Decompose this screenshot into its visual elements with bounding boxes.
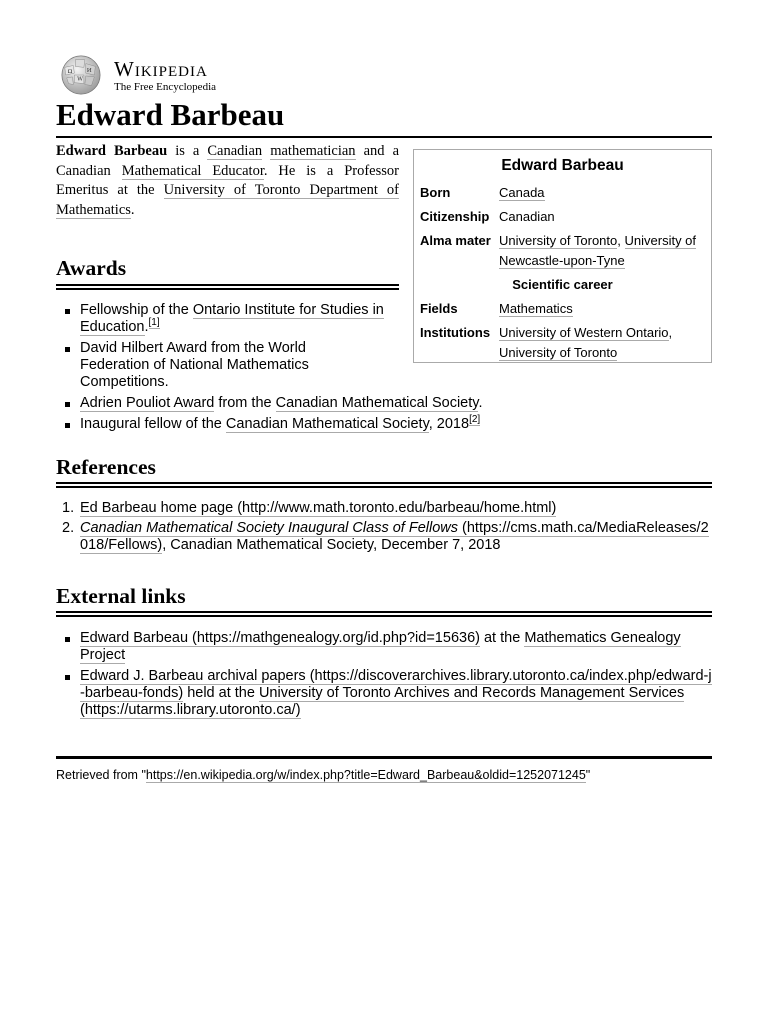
- infobox-row-alma-mater: [420, 229, 705, 273]
- external-links-list: [56, 630, 712, 723]
- lead-text: [262, 143, 270, 159]
- reference-url: (https://cms.math.ca/MediaReleases/2018/Fellows): [80, 520, 709, 553]
- svg-text:И: И: [86, 68, 92, 75]
- link-archival-papers[interactable]: Edward J. Barbeau archival papers (https://discoverarchives.library.utoronto.ca/index.php/edward-j-barbeau-fonds): [80, 668, 712, 701]
- link-math-genealogy-record[interactable]: Edward Barbeau (https://mathgenealogy.org/id.php?id=15636): [80, 630, 480, 646]
- reference-number: 2.: [62, 520, 75, 536]
- section-rule: [56, 611, 712, 617]
- list-item: [56, 395, 526, 412]
- infobox-label: Fields: [420, 301, 458, 316]
- footer-rule: [56, 756, 712, 759]
- infobox-value: Canadian: [499, 209, 555, 224]
- lead-subject: Edward Barbeau: [56, 143, 168, 159]
- wikipedia-logo[interactable]: [56, 54, 216, 96]
- link-inst-uwo[interactable]: University of Western Ontario: [499, 325, 669, 340]
- reference-number: 1.: [62, 500, 75, 516]
- separator: ,: [668, 325, 673, 340]
- list-item: [56, 630, 712, 664]
- infobox-row-career-header: [420, 273, 705, 297]
- citation-link[interactable]: [2]: [469, 414, 481, 426]
- link-oise[interactable]: Ontario Institute for Studies in Education: [80, 302, 384, 335]
- link-mathematician[interactable]: mathematician: [270, 143, 356, 159]
- list-item-text: held at the: [183, 685, 259, 701]
- list-item-text: .: [144, 319, 149, 335]
- link-permanent-url[interactable]: https://en.wikipedia.org/w/index.php?title=Edward_Barbeau&oldid=1252071245: [145, 768, 586, 782]
- list-item: [56, 302, 396, 336]
- link-inst-uoft[interactable]: University of Toronto: [499, 345, 618, 360]
- infobox-label: Citizenship: [420, 209, 490, 224]
- link-born-canada[interactable]: Canada: [499, 185, 545, 200]
- reference-text: , Canadian Mathematical Society, December 7, 2018: [162, 537, 501, 553]
- separator: ,: [617, 233, 625, 248]
- infobox-section-header: Scientific career: [512, 277, 613, 292]
- footer-text: Retrieved from ": [56, 768, 146, 782]
- list-item-text: Inaugural fellow of the: [80, 416, 226, 432]
- lead-text: .: [130, 201, 135, 218]
- site-name: Wikipedia: [114, 56, 208, 81]
- infobox-value: [499, 181, 705, 205]
- list-item-text: from the: [214, 395, 276, 411]
- list-item: [56, 416, 526, 433]
- lead-text: is a: [167, 143, 208, 159]
- section-rule: [56, 482, 712, 488]
- list-item-text: , 2018: [428, 416, 470, 432]
- link-canadian[interactable]: Canadian: [207, 143, 263, 159]
- link-alma-newcastle[interactable]: University of Newcastle-upon-Tyne: [499, 233, 697, 268]
- link-mathematical-educator[interactable]: Mathematical Educator: [121, 162, 264, 179]
- site-tagline: The Free Encyclopedia: [114, 80, 217, 93]
- citation-link[interactable]: [1]: [148, 317, 160, 329]
- link-uoft-math-dept[interactable]: University of Toronto Department of Mathematics: [56, 182, 399, 218]
- section-heading-awards: Awards: [56, 256, 127, 280]
- list-item: David Hilbert Award from the World Federation of National Mathematics Competitions.: [56, 340, 346, 391]
- retrieved-from-footer: [56, 767, 590, 783]
- infobox-label: Alma mater: [420, 233, 491, 248]
- list-item-text: .: [478, 395, 483, 411]
- svg-text:W: W: [77, 76, 84, 83]
- link-math-genealogy-project[interactable]: Mathematics Genealogy Project: [80, 630, 681, 663]
- lead-text: . He is a Professor Emeritus at the: [56, 162, 399, 198]
- infobox-value: [499, 321, 705, 365]
- reference-item: [56, 500, 712, 517]
- lead-text: and a Canadian: [56, 143, 400, 179]
- infobox-label: Institutions: [420, 325, 491, 340]
- wikipedia-wordmark: [114, 58, 216, 93]
- section-rule: [56, 284, 399, 290]
- list-item: [56, 668, 712, 719]
- page-title: Edward Barbeau: [56, 96, 712, 138]
- section-heading-external-links: External links: [56, 584, 186, 608]
- infobox-title: Edward Barbeau: [501, 157, 624, 174]
- link-cms[interactable]: Canadian Mathematical Society: [275, 395, 479, 411]
- infobox-row-citizenship: [420, 205, 705, 229]
- link-alma-uoft[interactable]: University of Toronto: [499, 233, 618, 248]
- svg-text:Ω: Ω: [67, 69, 73, 76]
- infobox-label: Born: [420, 185, 451, 200]
- link-adrien-pouliot-award[interactable]: Adrien Pouliot Award: [80, 395, 215, 411]
- wikipedia-globe-icon: [56, 54, 106, 96]
- link-fields-mathematics[interactable]: Mathematics: [499, 301, 573, 316]
- reference-title: Canadian Mathematical Society Inaugural Class of Fellows: [80, 520, 458, 536]
- link-barbeau-home-page[interactable]: Ed Barbeau home page (http://www.math.toronto.edu/barbeau/home.html): [80, 500, 557, 516]
- list-item-text: Fellowship of the: [80, 302, 193, 318]
- reference-item: [56, 520, 712, 554]
- infobox-value: [499, 297, 705, 321]
- section-heading-references: References: [56, 455, 156, 479]
- awards-list: [56, 302, 526, 437]
- list-item-text: at the: [479, 630, 525, 646]
- link-utarms[interactable]: University of Toronto Archives and Records Management Services (https://utarms.library.utoronto.ca/): [80, 685, 685, 718]
- footer-text: ": [585, 768, 591, 782]
- references-list: [56, 500, 712, 557]
- infobox-value: [499, 229, 705, 273]
- infobox-row-born: [420, 181, 705, 205]
- lead-paragraph: [56, 142, 399, 220]
- link-cms[interactable]: Canadian Mathematical Society: [225, 416, 429, 432]
